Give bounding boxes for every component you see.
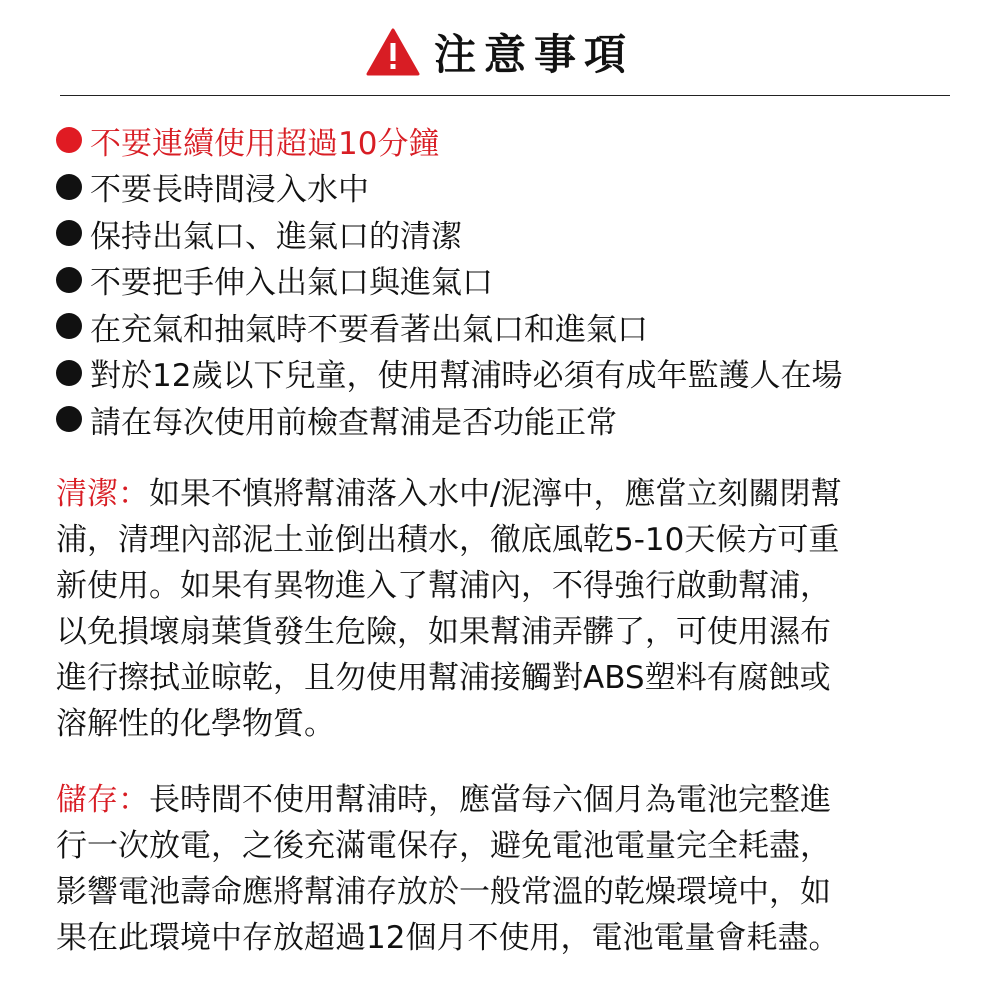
storage-text: 長時間不使用幫浦時，應當每六個月為電池完整進 <box>149 782 831 818</box>
page-title: 注意事項 <box>433 30 634 79</box>
cleaning-line: 溶解性的化學物質。 <box>56 706 335 742</box>
bullet-icon <box>56 174 82 200</box>
storage-section <box>56 777 956 961</box>
rule-item <box>56 257 956 304</box>
rule-text: 在充氣和抽氣時不要看著出氣口和進氣口 <box>90 311 648 348</box>
rule-item <box>56 164 956 211</box>
storage-line: 果在此環境中存放超過12個月不使用，電池電量會耗盡。 <box>56 920 840 956</box>
cleaning-line: 浦，清理內部泥土並倒出積水，徹底風乾5-10天候方可重 <box>56 522 840 558</box>
rule-text: 不要長時間浸入水中 <box>90 172 369 209</box>
rule-text: 對於12歲以下兒童，使用幫浦時必須有成年監護人在場 <box>90 358 843 395</box>
rule-item <box>56 210 956 257</box>
rule-item <box>56 117 956 164</box>
storage-line: 行一次放電，之後充滿電保存，避免電池電量完全耗盡， <box>56 828 831 864</box>
cleaning-line: 以免損壞扇葉貨發生危險，如果幫浦弄髒了，可使用濕布 <box>56 614 831 650</box>
storage-label: 儲存： <box>56 782 149 818</box>
storage-line <box>56 777 956 823</box>
title-divider <box>60 95 950 96</box>
cleaning-label: 清潔： <box>56 476 149 512</box>
rule-item <box>56 396 956 443</box>
rule-text: 保持出氣口、進氣口的清潔 <box>90 218 462 255</box>
cleaning-text: 如果不慎將幫浦落入水中/泥濘中，應當立刻關閉幫 <box>149 476 842 512</box>
bullet-icon <box>56 127 82 153</box>
header <box>0 22 1000 82</box>
bullet-icon <box>56 267 82 293</box>
bullet-icon <box>56 360 82 386</box>
cleaning-line: 新使用。如果有異物進入了幫浦內，不得強行啟動幫浦， <box>56 568 831 604</box>
rule-text: 請在每次使用前檢查幫浦是否功能正常 <box>90 404 617 441</box>
cleaning-line <box>56 471 956 517</box>
rule-text: 不要把手伸入出氣口與進氣口 <box>90 265 493 302</box>
rules-list <box>56 117 956 443</box>
rule-text: 不要連續使用超過10分鐘 <box>90 125 440 162</box>
cleaning-section <box>56 471 956 747</box>
rule-item <box>56 303 956 350</box>
warning-icon <box>366 28 420 76</box>
storage-line: 影響電池壽命應將幫浦存放於一般常溫的乾燥環境中，如 <box>56 874 831 910</box>
bullet-icon <box>56 220 82 246</box>
rule-item <box>56 350 956 397</box>
cleaning-line: 進行擦拭並晾乾，且勿使用幫浦接觸對ABS塑料有腐蝕或 <box>56 660 831 696</box>
bullet-icon <box>56 313 82 339</box>
bullet-icon <box>56 406 82 432</box>
